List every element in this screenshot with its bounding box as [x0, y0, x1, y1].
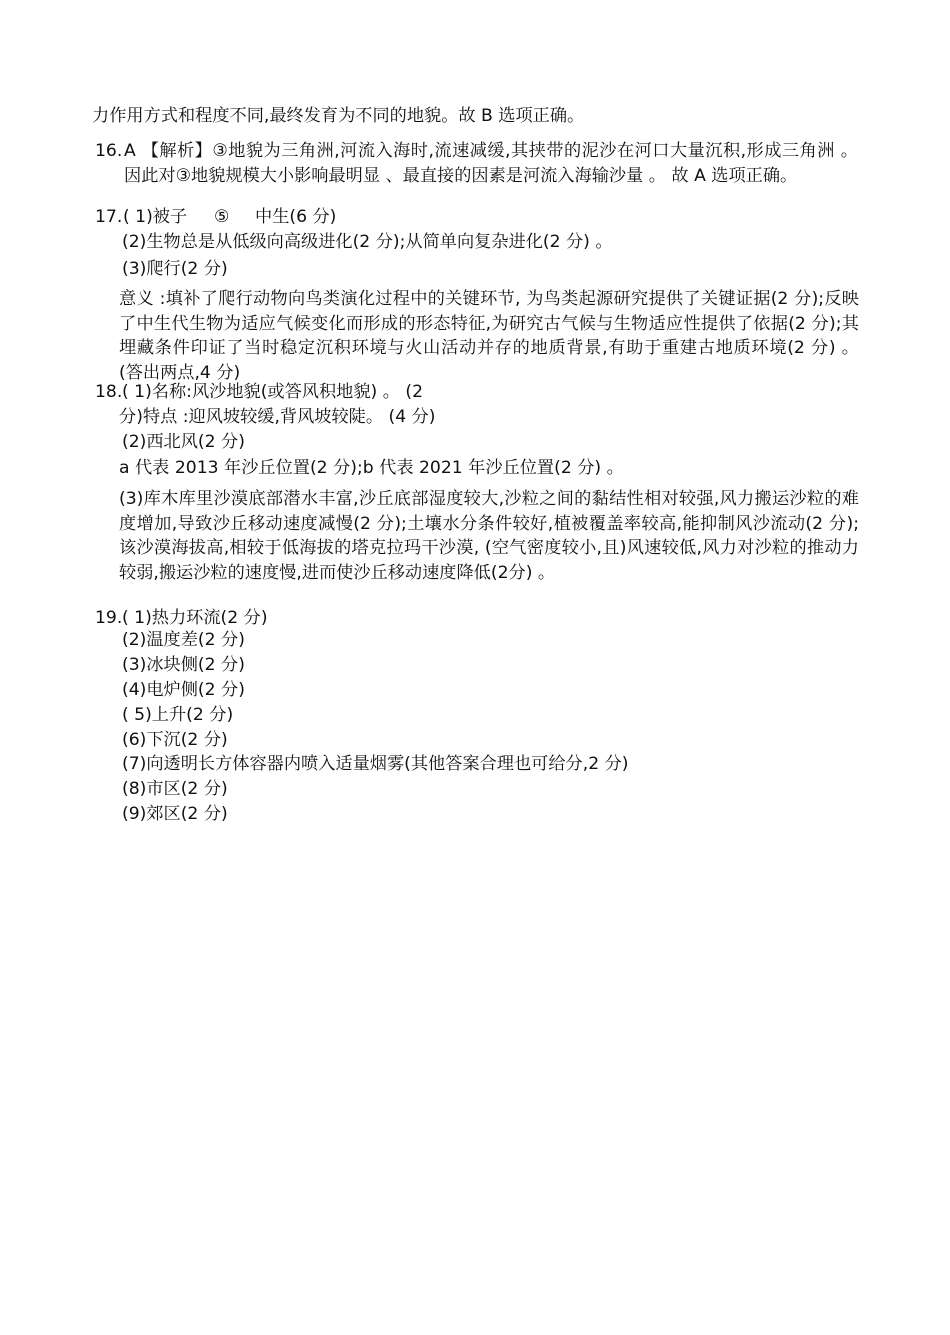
q17-part2: (2)生物总是从低级向高级进化(2 分);从简单向复杂进化(2 分) 。: [122, 232, 613, 252]
q18-part2-detail: a 代表 2013 年沙丘位置(2 分);b 代表 2021 年沙丘位置(2 分) 。: [119, 458, 624, 478]
q19-part1: ( 1)热力环流(2 分): [122, 608, 268, 628]
q19-part7: (7)向透明长方体容器内喷入适量烟雾(其他答案合理也可给分,2 分): [122, 754, 629, 774]
q17-part1-c: 中生(6 分): [255, 207, 337, 227]
q18-number: 18.: [95, 382, 123, 402]
q17-part1-b: ⑤: [214, 207, 230, 227]
q16-answer: A 【解析】③地貌为三角洲,河流入海时,流速减缓,其挟带的泥沙在河口大量沉积,形成三角洲 。 因此对③地貌规模大小影响最明显 、最直接的因素是河流入海输沙量 。 故 A 选项正确。: [124, 141, 858, 186]
q19-part5: ( 5)上升(2 分): [122, 705, 234, 725]
q19-part8: (8)市区(2 分): [122, 779, 228, 799]
q18-part1-line2: 分)特点 :迎风坡较缓,背风坡较陡。 (4 分): [119, 407, 436, 427]
q19-part6: (6)下沉(2 分): [122, 730, 228, 750]
q18-part1-line1: ( 1)名称:风沙地貌(或答风积地貌) 。 (2: [122, 382, 424, 402]
q18-part3: (3)库木库里沙漠底部潜水丰富,沙丘底部湿度较大,沙粒之间的黏结性相对较强,风力搬运沙粒的难度增加,导致沙丘移动速度减慢(2 分);土壤水分条件较好,植被覆盖率较高,能抑制风沙流动(2 分);该沙漠海拔高,相较于低海拔的塔克拉玛干沙漠, (空气密度较小,且)风速较低,风力对沙粒的推动力较弱,搬运沙粒的速度慢,进而使沙丘移动速度降低(2分) 。: [119, 489, 859, 583]
carry-over-line: 力作用方式和程度不同,最终发育为不同的地貌。故 B 选项正确。: [92, 106, 585, 126]
q17-number: 17.: [95, 207, 123, 227]
q19-part3: (3)冰块侧(2 分): [122, 655, 245, 675]
q19-part2: (2)温度差(2 分): [122, 630, 245, 650]
q16-number: 16.: [95, 141, 123, 161]
q17-part3: (3)爬行(2 分): [122, 259, 228, 279]
q19-number: 19.: [95, 608, 123, 628]
q17-meaning: 意义 :填补了爬行动物向鸟类演化过程中的关键环节, 为鸟类起源研究提供了关键证据(2 分);反映了中生代生物为适应气候变化而形成的形态特征,为研究古气候与生物适应性提供了依据(2 分);其埋藏条件印证了当时稳定沉积环境与火山活动并存的地质背景,有助于重建古地质环境(2 分) 。 (答出两点,4 分): [119, 289, 859, 383]
q18-part2: (2)西北风(2 分): [122, 432, 245, 452]
q17-part1-a: ( 1)被子: [123, 207, 188, 227]
q19-part4: (4)电炉侧(2 分): [122, 680, 245, 700]
q19-part9: (9)郊区(2 分): [122, 804, 228, 824]
